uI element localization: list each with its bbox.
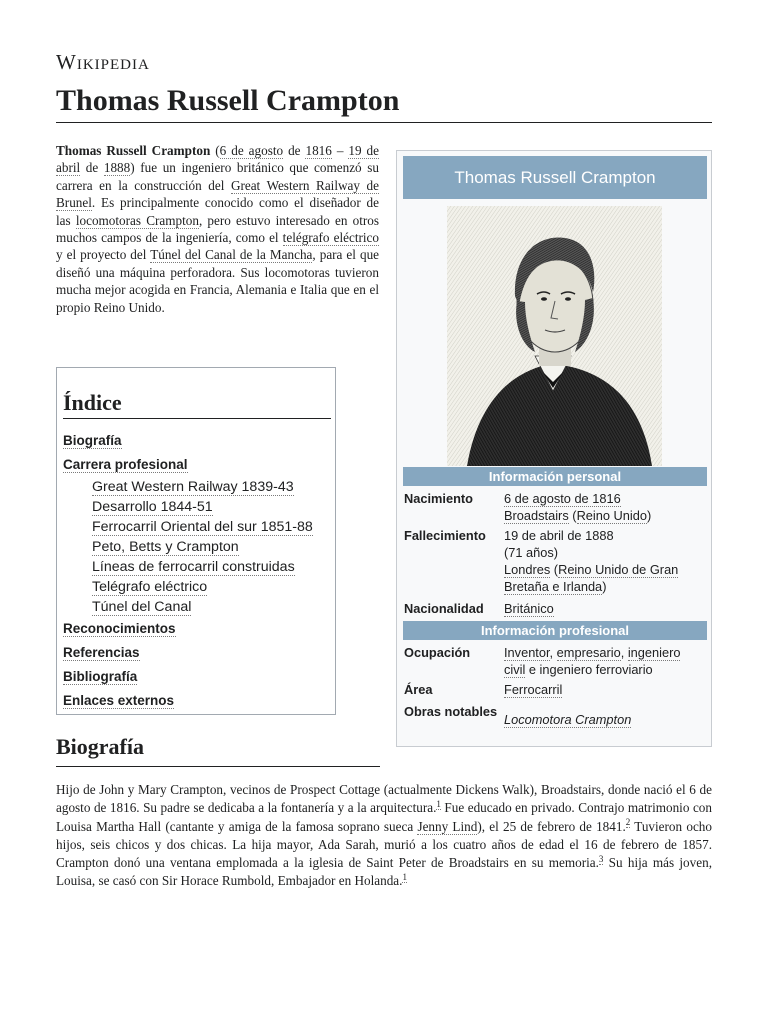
obras-label: Obras notables [404, 704, 498, 719]
nacionalidad-label: Nacionalidad [404, 601, 484, 616]
page-title: Thomas Russell Crampton [56, 84, 712, 123]
value-text: , [620, 645, 628, 660]
empresario-link[interactable]: empresario [556, 645, 621, 660]
value-text: ) [602, 579, 607, 594]
value-text: e ingeniero ferroviario [525, 662, 653, 677]
toc-item[interactable] [63, 477, 313, 497]
obras-value [504, 711, 704, 728]
death-day-link[interactable]: 19 de abril [56, 143, 379, 176]
reference-number[interactable]: 3 [598, 853, 604, 864]
ocupacion-value [504, 644, 704, 678]
toc-list [63, 429, 313, 713]
section-heading-biografia: Biografía [56, 734, 380, 767]
telegrafo-link[interactable]: telégrafo eléctrico [282, 230, 380, 246]
intro-text: , pero estuvo interesado en otros muchos campos de la ingeniería, como el [56, 212, 379, 246]
nacimiento-date-link[interactable]: 6 de agosto de 1816 [504, 491, 621, 506]
ferrocarril-link[interactable]: Ferrocarril [504, 682, 563, 697]
infobox-title: Thomas Russell Crampton [403, 156, 707, 199]
londres-link[interactable]: Londres [504, 562, 551, 577]
portrait-image[interactable] [447, 206, 662, 466]
toc-item-label[interactable]: Líneas de ferrocarril construidas [92, 559, 295, 575]
reference-number[interactable]: 1 [402, 872, 407, 883]
wikipedia-logo[interactable]: Wikipedia [56, 50, 150, 74]
bio-text: Su hija más joven, Louisa, se casó con Sir Horace Rumbold, Embajador en Holanda. [56, 855, 712, 889]
toc-item[interactable] [63, 641, 313, 665]
fallecimiento-age: (71 años) [504, 545, 559, 560]
intro-text: de [283, 143, 306, 158]
section-profesional: Información profesional [403, 621, 707, 640]
reference-number[interactable]: 2 [625, 817, 631, 828]
intro-text: – [331, 143, 349, 158]
bio-text: ), el 25 de febrero de 1841. [477, 818, 626, 834]
toc-item-label[interactable]: Peto, Betts y Crampton [92, 539, 239, 555]
intro-text: y el proyecto del [56, 247, 151, 263]
toc-item[interactable] [63, 665, 313, 689]
broadstairs-link[interactable]: Broadstairs [504, 508, 569, 523]
ocupacion-label: Ocupación [404, 645, 471, 660]
locomotora-crampton-link[interactable]: Locomotora Crampton [504, 712, 632, 727]
value-text: , [549, 645, 557, 660]
subject-name: Thomas Russell Crampton [56, 143, 211, 158]
toc-item[interactable] [63, 497, 313, 517]
toc-item[interactable] [63, 537, 313, 557]
toc-item-label[interactable]: Carrera profesional [63, 457, 188, 472]
bio-text: Tuvieron ocho hijos, seis chicos y dos chicas. La hija mayor, Ada Sarah, murió a los cuatro años de edad el 16 de febrero de 1857. Crampton donó una ventana emplomada a la iglesia de Saint Peter de Broadstairs en su memoria. [56, 818, 712, 871]
intro-text: ( [210, 143, 220, 158]
toc-item[interactable] [63, 429, 313, 453]
toc-title: Índice [63, 390, 331, 419]
toc-item[interactable] [63, 577, 313, 597]
nacionalidad-value [504, 600, 704, 617]
section-personal: Información personal [403, 467, 707, 486]
tunel-canal-link[interactable]: Túnel del Canal de la Mancha [150, 247, 313, 263]
intro-text: de [80, 160, 104, 176]
fallecimiento-value [504, 527, 704, 595]
toc-item[interactable] [63, 689, 313, 713]
birth-day-link[interactable]: 6 de agosto [219, 143, 284, 158]
jenny-lind-link[interactable]: Jenny Lind [417, 818, 478, 834]
toc-item-label[interactable]: Enlaces externos [63, 693, 175, 708]
reino-unido-gb-link[interactable]: Reino Unido de Gran Bretaña e Irlanda [504, 562, 679, 594]
toc-item-label[interactable]: Túnel del Canal [92, 599, 192, 615]
infobox [396, 150, 712, 747]
toc-item-label[interactable]: Bibliografía [63, 669, 138, 684]
toc-item-label[interactable]: Desarrollo 1844-51 [92, 499, 213, 515]
toc-item-label[interactable]: Great Western Railway 1839-43 [92, 479, 294, 495]
value-text: ( [550, 562, 559, 577]
nacimiento-label: Nacimiento [404, 491, 473, 506]
toc-item[interactable] [63, 557, 313, 577]
intro-paragraph [56, 142, 379, 316]
locomotoras-crampton-link[interactable]: locomotoras Crampton [75, 212, 199, 228]
toc-item-label[interactable]: Ferrocarril Oriental del sur 1851-88 [92, 519, 313, 535]
bio-text: Hijo de John y Mary Crampton, vecinos de Prospect Cottage (actualmente Dickens Walk), Broadstairs, donde nació el 6 de agosto de 1816. Su padre se dedicaba a la fontanería y a la arquitectura. [56, 782, 712, 816]
area-label: Área [404, 682, 433, 697]
death-year-link[interactable]: 1888 [103, 160, 131, 176]
inventor-link[interactable]: Inventor [504, 645, 550, 660]
fallecimiento-label: Fallecimiento [404, 528, 486, 543]
reference-4[interactable] [402, 872, 407, 883]
toc-item[interactable] [63, 597, 313, 617]
reference-number[interactable]: 1 [436, 798, 441, 809]
toc-item-label[interactable]: Referencias [63, 645, 140, 660]
reino-unido-link[interactable]: Reino Unido [576, 508, 647, 523]
intro-text: ) fue un ingeniero británico que comenzó su carrera en la construcción del [56, 160, 379, 193]
table-of-contents [56, 367, 336, 715]
fallecimiento-date: 19 de abril de 1888 [504, 528, 614, 543]
area-value [504, 681, 704, 698]
value-text: ( [568, 508, 577, 523]
toc-item[interactable] [63, 453, 313, 477]
intro-text: . Es principalmente conocido como el diseñador de las [56, 195, 379, 228]
gwr-link[interactable]: Great Western Railway de Brunel [56, 177, 379, 211]
birth-year-link[interactable]: 1816 [305, 143, 332, 158]
intro-text: , para el que diseñó una máquina perforadora. Sus locomotoras tuvieron mucha mejor acogida en Francia, Alemania e Italia que en el propio Reino Unido. [56, 247, 380, 315]
bio-text: Fue educado en privado. Contrajo matrimonio con Louisa Martha Hall (cantante y amiga de la famosa soprano sueca [56, 800, 712, 834]
toc-item-label[interactable]: Reconocimientos [63, 621, 176, 636]
toc-item-label[interactable]: Biografía [63, 433, 122, 448]
toc-item[interactable] [63, 617, 313, 641]
biografia-paragraph [56, 781, 712, 891]
toc-item[interactable] [63, 517, 313, 537]
ingeniero-civil-link[interactable]: ingeniero civil [504, 645, 681, 677]
nacimiento-value [504, 490, 704, 524]
value-text: ) [647, 508, 652, 523]
britanico-link[interactable]: Británico [504, 601, 554, 616]
toc-item-label[interactable]: Telégrafo eléctrico [92, 579, 208, 595]
